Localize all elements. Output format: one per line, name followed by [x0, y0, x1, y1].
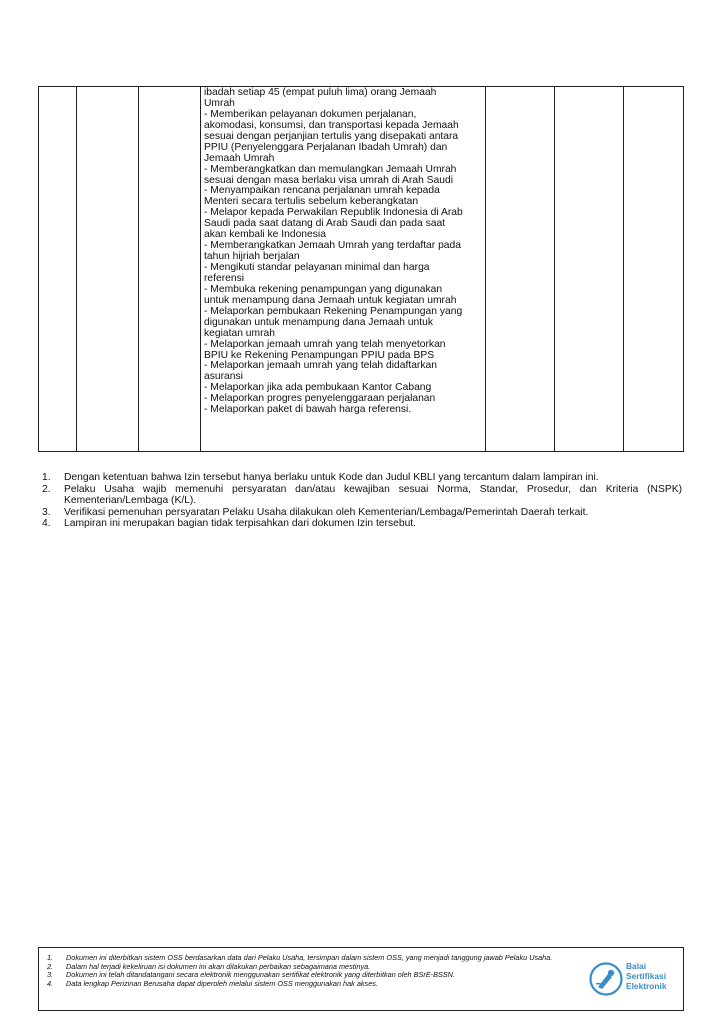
footer-note-number: 2.: [47, 961, 54, 971]
obligation-line: - Melaporkan jemaah umrah yang telah menyetorkan: [204, 338, 446, 350]
note-text: Verifikasi pemenuhan persyaratan Pelaku Usaha dilakukan oleh Kementerian/Lembaga/Pemerintah Daerah terkait.: [64, 506, 589, 518]
footer-note-text: Dalam hal terjadi kekeliruan isi dokumen ini akan dilakukan perbaikan sebagaimana mestinya.: [66, 961, 371, 971]
obligation-line: - Melaporkan jemaah umrah yang telah didaftarkan: [204, 360, 437, 372]
obligation-line: - Melaporkan pembukaan Rekening Penampungan yang: [204, 305, 463, 317]
obligation-line: tahun hijriah berjalan: [204, 251, 300, 263]
footer-note-text: Data lengkap Perizinan Berusaha dapat diperoleh melalui sistem OSS menggunakan hak akses.: [66, 979, 378, 989]
note-text: Pelaku Usaha wajib memenuhi persyaratan dan/atau kewajiban sesuai Norma, Standar, Prosedur, dan Kriteria (NSPK) Kementerian/Lembaga (K/L).: [64, 483, 682, 507]
note-item: [42, 472, 682, 484]
logo-line-1: Balai: [626, 961, 647, 971]
column-divider: [138, 87, 139, 451]
obligation-line: sesuai dengan perjanjian tertulis yang disepakati antara: [204, 130, 459, 142]
obligation-line: - Mengikuti standar pelayanan minimal dan harga: [204, 262, 430, 273]
note-number: 3.: [42, 506, 51, 518]
obligation-line: Jemaah Umrah: [204, 152, 275, 164]
obligation-line: Umrah: [204, 97, 235, 109]
footer-note-text: Dokumen ini diterbitkan sistem OSS berdasarkan data dari Pelaku Usaha, tersimpan dalam sistem OSS, yang menjadi tanggung jawab Pelaku Usaha.: [66, 953, 553, 962]
column-divider: [200, 87, 201, 451]
obligation-line: - Melaporkan jika ada pembukaan Kantor Cabang: [204, 382, 432, 394]
note-number: 2.: [42, 483, 51, 495]
obligation-line: asuransi: [204, 371, 243, 383]
obligation-line: PPIU (Penyelenggara Perjalanan Ibadah Umrah) dan: [204, 141, 448, 153]
footer-note-number: 3.: [47, 970, 54, 980]
obligation-line: sesuai dengan masa berlaku visa umrah di Arah Saudi: [204, 174, 453, 186]
obligation-line: - Menyampaikan rencana perjalanan umrah kepada: [204, 185, 440, 197]
obligation-line: Menteri secara tertulis sebelum keberangkatan: [204, 196, 419, 208]
footer-note-item: [47, 980, 587, 989]
bsre-logo-text: [626, 961, 667, 991]
obligation-line: - Melaporkan paket di bawah harga referensi.: [204, 404, 412, 416]
note-number: 4.: [42, 518, 51, 530]
notes-list: [42, 472, 682, 530]
obligation-line: kegiatan umrah: [204, 327, 275, 339]
obligation-line: - Memberangkatkan dan memulangkan Jemaah Umrah: [204, 163, 457, 175]
footer-notes: [47, 954, 587, 989]
obligation-line: - Melaporkan progres penyelenggaraan perjalanan: [204, 393, 436, 405]
note-text: Dengan ketentuan bahwa Izin tersebut hanya berlaku untuk Kode dan Judul KBLI yang tercantum dalam lampiran ini.: [64, 472, 599, 483]
footer-note-text: Dokumen ini telah ditandatangani secara elektronik menggunakan sertifikat elektronik yang diterbitkan oleh BSrE-BSSN.: [66, 970, 455, 980]
logo-line-2: Sertifikasi: [626, 971, 667, 981]
obligation-line: digunakan untuk menampung dana Jemaah untuk: [204, 316, 433, 328]
obligation-line: untuk menampung dana Jemaah untuk kegiatan umrah: [204, 294, 457, 306]
column-divider: [76, 87, 77, 451]
note-item: [42, 518, 682, 530]
obligations-cell: [204, 88, 489, 416]
obligation-line: - Memberangkatkan Jemaah Umrah yang terdaftar pada: [204, 240, 461, 252]
obligation-line: Saudi pada saat datang di Arab Saudi dan pada saat: [204, 218, 446, 230]
obligation-line: ibadah setiap 45 (empat puluh lima) orang Jemaah: [204, 87, 437, 98]
obligation-line: akan kembali ke Indonesia: [204, 229, 326, 241]
note-text: Lampiran ini merupakan bagian tidak terpisahkan dari dokumen Izin tersebut.: [64, 518, 417, 530]
note-number: 1.: [42, 472, 51, 483]
obligation-line: - Memberikan pelayanan dokumen perjalanan,: [204, 108, 417, 120]
obligation-line: - Melapor kepada Perwakilan Republik Indonesia di Arab: [204, 207, 463, 219]
note-item: [42, 484, 682, 507]
obligation-line: BPIU ke Rekening Penampungan PPIU pada BPS: [204, 349, 435, 361]
bsre-emblem-icon: [589, 962, 623, 996]
requirements-table: [38, 86, 684, 452]
footer-note-number: 1.: [47, 953, 54, 962]
footer-box: [38, 947, 684, 1011]
footer-note-number: 4.: [47, 979, 54, 989]
obligation-line: - Membuka rekening penampungan yang digunakan: [204, 283, 443, 295]
obligation-line: akomodasi, konsumsi, dan transportasi kepada Jemaah: [204, 119, 459, 131]
column-divider: [623, 87, 624, 451]
column-divider: [554, 87, 555, 451]
obligation-line: referensi: [204, 272, 245, 284]
note-item: [42, 507, 682, 519]
logo-line-3: Elektronik: [626, 981, 667, 991]
bsre-logo: [589, 960, 681, 1000]
